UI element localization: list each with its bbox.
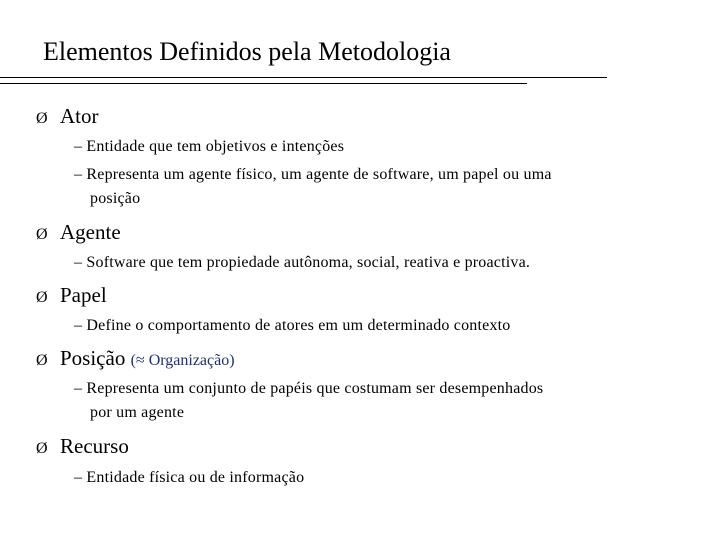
sub-item-line: – Representa um agente físico, um agente de software, um papel ou uma [74, 166, 552, 183]
sub-item-line: – Representa um conjunto de papéis que costumam ser desempenhados [74, 380, 544, 397]
bullet-posicao [36, 346, 235, 371]
bullet-label: Agente [60, 220, 121, 244]
bullet-recurso [36, 434, 129, 459]
bullet-arrow-icon: Ø [36, 226, 48, 243]
sub-item-line: – Entidade física ou de informação [74, 469, 305, 486]
sub-item [74, 135, 344, 159]
sub-item [74, 314, 511, 338]
title-rule-top [0, 77, 607, 78]
bullet-papel [36, 283, 107, 308]
bullet-arrow-icon: Ø [36, 110, 48, 127]
title-rule-bottom [0, 83, 527, 84]
sub-item-line: – Entidade que tem objetivos e intenções [74, 138, 345, 155]
bullet-arrow-icon: Ø [36, 289, 48, 306]
sub-item-line: posição [90, 190, 141, 207]
sub-item [74, 251, 530, 275]
bullet-ator [36, 104, 99, 129]
sub-item [74, 466, 304, 490]
bullet-label: Recurso [60, 434, 129, 458]
sub-item-line: – Software que tem propiedade autônoma, social, reativa e proactiva. [74, 254, 531, 271]
bullet-label: Ator [60, 104, 99, 128]
bullet-label: Papel [60, 283, 107, 307]
bullet-label: Posição [60, 346, 126, 370]
bullet-agente [36, 220, 121, 245]
bullet-note: (≈ Organização) [130, 352, 235, 369]
sub-item-line: – Define o comportamento de atores em um determinado contexto [74, 317, 511, 334]
sub-item-line: por um agente [90, 404, 185, 421]
slide-title: Elementos Definidos pela Metodologia [43, 37, 451, 66]
bullet-arrow-icon: Ø [36, 440, 48, 457]
bullet-arrow-icon: Ø [36, 352, 48, 369]
sub-item [74, 163, 552, 211]
sub-item [74, 377, 543, 425]
